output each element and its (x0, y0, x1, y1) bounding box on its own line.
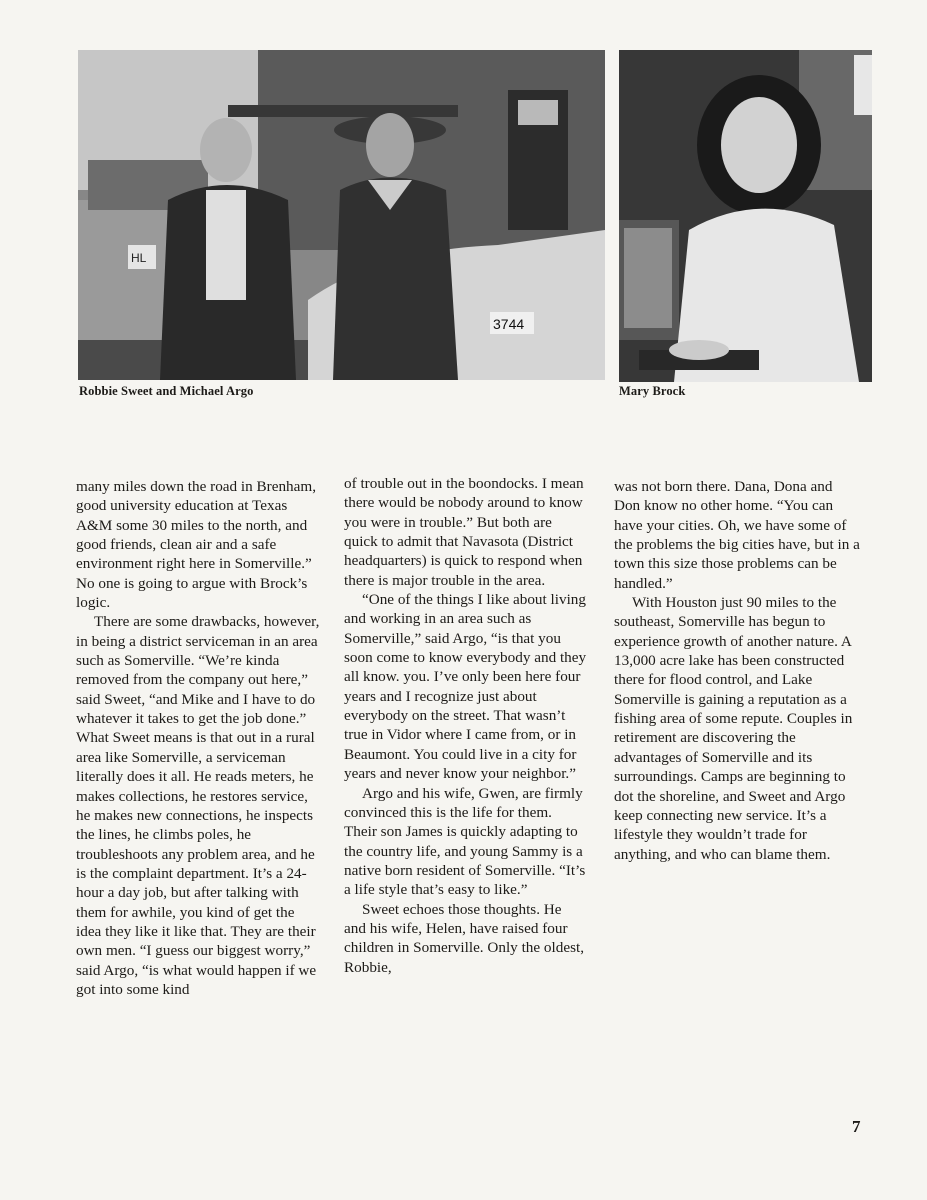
text-column-3 (614, 477, 862, 864)
photo-mary-brock (619, 50, 872, 382)
caption-photo-1: Robbie Sweet and Michael Argo (79, 384, 254, 398)
page-number: 7 (852, 1117, 861, 1136)
truck-badge-text: HL (131, 251, 147, 265)
text-column-1 (76, 477, 321, 999)
paragraph: was not born there. Dana, Dona and Don know no other home. “You can have your cities. Oh, we have some of the problems the big cities have, but in a town this size those problems can be handled.” (614, 478, 860, 592)
paragraph: many miles down the road in Brenham, good university education at Texas A&M some 30 miles to the north, and good friends, clean air and a safe environment right here in Somerville.” No one is going to argue with Brock’s logic. (76, 478, 316, 612)
paragraph: of trouble out in the boondocks. I mean there would be nobody around to know you were in trouble.” But both are quick to admit that Navasota (District headquarters) is quick to respond when there is major trouble in the area. (344, 475, 584, 589)
paragraph: Argo and his wife, Gwen, are firmly convinced this is the life for them. Their son James is quickly adapting to the country life, and young Sammy is a native born resident of Somerville. “It’s a life style that’s easy to like.” (344, 784, 586, 899)
photo-robbie-sweet-michael-argo (78, 50, 605, 380)
paragraph: There are some drawbacks, however, in being a district serviceman in an area such as Somerville. “We’re kinda removed from the company out here,” said Sweet, “and Mike and I have to do whatever it takes to get the job done.” What Sweet means is that out in a rural area like Somerville, a serviceman literally does it all. He reads meters, he makes collections, he restores service, he makes new connections, he inspects the lines, he climbs poles, he troubleshoots any problem area, and he is the complaint department. It’s a 24-hour a day job, but after talking with them for awhile, you kind of get the idea they like it like that. They are their own men. “I guess our biggest worry,” said Argo, “is what would happen if we got into some kind (76, 613, 320, 998)
license-plate-text: 3744 (493, 316, 525, 332)
caption-photo-2: Mary Brock (619, 384, 686, 398)
paragraph: With Houston just 90 miles to the southeast, Somerville has begun to experience growth of another nature. A 13,000 acre lake has been constructed there for flood control, and Lake Somerville is gaining a reputation as a fishing area of some repute. Couples in retirement are discovering the advantages of Somerville and its surroundings. Camps are beginning to dot the shoreline, and Sweet and Argo keep connecting new service. It’s a lifestyle they wouldn’t trade for anything, and who can blame them. (614, 594, 853, 863)
text-column-2 (344, 474, 587, 977)
paragraph: Sweet echoes those thoughts. He and his wife, Helen, have raised four children in Somerville. Only the oldest, Robbie, (344, 900, 585, 976)
paragraph: “One of the things I like about living and working in an area such as Somerville,” said Argo, “is that you soon come to know everybody and they all know. you. I’ve only been here four years and I recognize just about everybody on the street. That wasn’t true in Vidor where I came from, or in Beaumont. You could live in a city for years and never know your neighbor.” (344, 591, 587, 783)
